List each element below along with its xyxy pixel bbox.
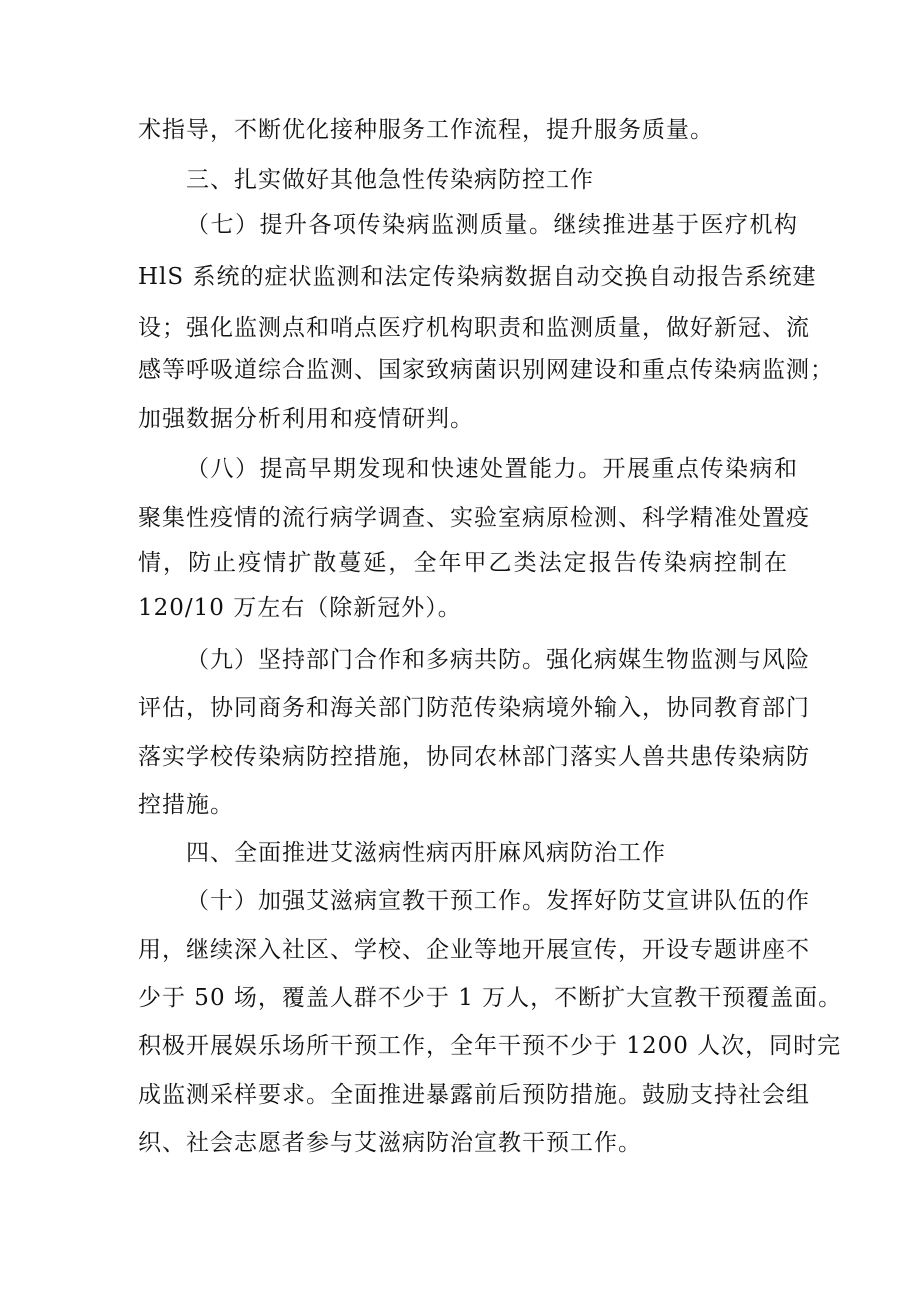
paragraph-line: 用，继续深入社区、学校、企业等地开展宣传，开设专题讲座不	[138, 937, 810, 963]
paragraph-line: 控措施。	[138, 792, 234, 818]
paragraph-line: 术指导，不断优化接种服务工作流程，提升服务质量。	[138, 117, 714, 143]
paragraph-line: 落实学校传染病防控措施，协同农林部门落实人兽共患传染病防	[138, 744, 810, 770]
paragraph-line: 织、社会志愿者参与艾滋病防治宣教干预工作。	[138, 1130, 642, 1156]
paragraph-line: 聚集性疫情的流行病学调查、实验室病原检测、科学精准处置疫	[138, 505, 810, 531]
paragraph-line: （八）提高早期发现和快速处置能力。开展重点传染病和	[186, 456, 798, 482]
paragraph-line: 情，防止疫情扩散蔓延，全年甲乙类法定报告传染病控制在	[138, 550, 788, 576]
paragraph-line: 成监测采样要求。全面推进暴露前后预防措施。鼓励支持社会组	[138, 1082, 810, 1108]
paragraph-line: HlS 系统的症状监测和法定传染病数据自动交换自动报告系统建	[138, 264, 817, 290]
paragraph-line: （九）坚持部门合作和多病共防。强化病媒生物监测与风险	[186, 647, 810, 673]
paragraph-line: 设；强化监测点和哨点医疗机构职责和监测质量，做好新冠、流	[138, 315, 810, 341]
paragraph-line: （七）提升各项传染病监测质量。继续推进基于医疗机构	[186, 212, 798, 238]
paragraph-line: 积极开展娱乐场所干预工作，全年干预不少于 1200 人次，同时完	[138, 1033, 842, 1059]
paragraph-line: 感等呼吸道综合监测、国家致病菌识别网建设和重点传染病监测；	[138, 357, 834, 383]
section-heading-4: 四、全面推进艾滋病性病丙肝麻风病防治工作	[186, 840, 666, 866]
paragraph-line: 评估，协同商务和海关部门防范传染病境外输入，协同教育部门	[138, 695, 810, 721]
section-heading-3: 三、扎实做好其他急性传染病防控工作	[186, 167, 594, 193]
paragraph-line: （十）加强艾滋病宣教干预工作。发挥好防艾宣讲队伍的作	[186, 888, 810, 914]
paragraph-line: 少于 50 场，覆盖人群不少于 1 万人，不断扩大宣教干预覆盖面。	[138, 985, 843, 1011]
paragraph-line: 加强数据分析利用和疫情研判。	[138, 406, 474, 432]
paragraph-line: 120/10 万左右（除新冠外）。	[138, 595, 462, 621]
